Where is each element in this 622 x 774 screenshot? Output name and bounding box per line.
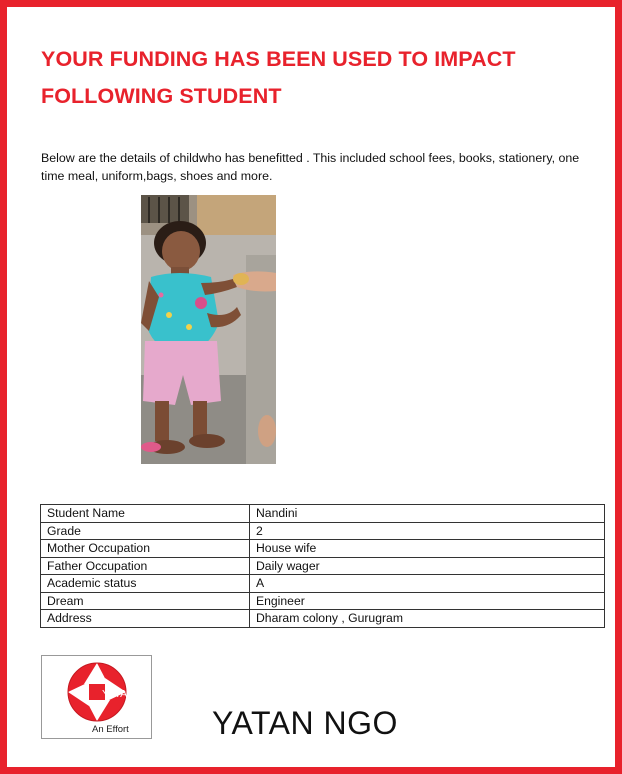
logo-tagline: An Effort [92,724,129,735]
detail-label: Grade [41,522,250,540]
detail-label: Address [41,610,250,628]
intro-text: Below are the details of childwho has benefitted . This included school fees, books, stationery, one time meal, uniform,bags, shoes and more. [41,151,580,183]
table-row [41,522,605,540]
table-row [41,540,605,558]
detail-value: A [250,575,605,593]
logo-brand-text: YATAN [102,688,135,700]
table-row [41,505,605,523]
table-row [41,592,605,610]
yatan-logo [41,655,152,739]
detail-label: Academic status [41,575,250,593]
student-details-table [40,504,605,628]
detail-value: Engineer [250,592,605,610]
detail-value: Nandini [250,505,605,523]
detail-value: Dharam colony , Gurugram [250,610,605,628]
detail-value: 2 [250,522,605,540]
heading-line-2: FOLLOWING STUDENT [41,84,282,108]
detail-label: Dream [41,592,250,610]
detail-value: Daily wager [250,557,605,575]
detail-label: Student Name [41,505,250,523]
org-name: YATAN NGO [212,705,398,741]
table-row [41,575,605,593]
table-row [41,557,605,575]
detail-value: House wife [250,540,605,558]
detail-label: Father Occupation [41,557,250,575]
page-heading [41,41,601,115]
student-photo [141,195,276,464]
table-row [41,610,605,628]
heading-line-1: YOUR FUNDING HAS BEEN USED TO IMPACT [41,47,516,71]
detail-label: Mother Occupation [41,540,250,558]
